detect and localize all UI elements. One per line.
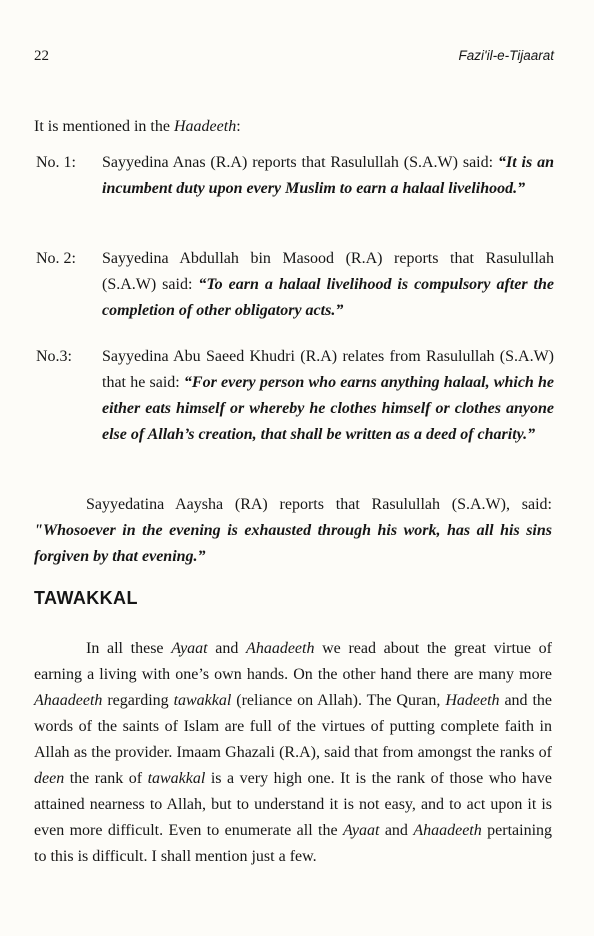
hadith-text: Sayyedina Abu Saeed Khudri (R.A) relates from Rasulullah (S.A.W) that he said:: [102, 348, 554, 391]
running-head: Fazi'il-e-Tijaarat: [458, 48, 554, 63]
hadith-number: No. 1:: [36, 154, 76, 171]
para-text: and: [207, 640, 247, 657]
hadith-quote: “To earn a halaal livelihood is compulsory after the completion of other obligatory acts.”: [102, 276, 554, 319]
para-italic: deen: [34, 770, 65, 787]
para-text: pertaining to this is difficult. I shall mention just a few.: [34, 822, 553, 865]
hadith-quote: “For every person who earns anything halaal, which he either eats himself or whereby he clothes himself or clothes anyone else of Allah’s creation, that shall be written as a deed of charity.”: [102, 374, 555, 443]
para-italic: Ahaadeeth: [246, 640, 315, 657]
aaysha-quote: "Whosoever in the evening is exhausted through his work, has all his sins forgiven by that evening.”: [34, 522, 552, 565]
hadith-text: Sayyedina Anas (R.A) reports that Rasulullah (S.A.W) said:: [102, 154, 498, 171]
para-italic: Ahaadeeth: [413, 822, 482, 839]
aaysha-paragraph: [34, 492, 552, 570]
hadith-body: [102, 150, 554, 202]
tawakkal-paragraph: [34, 636, 552, 870]
page-number: 22: [34, 48, 49, 64]
aaysha-text: Sayyedatina Aaysha (RA) reports that Rasulullah (S.A.W), said:: [86, 496, 552, 513]
para-italic: Ayaat: [342, 822, 380, 839]
para-italic: tawakkal: [147, 770, 206, 787]
hadith-body: [102, 246, 554, 324]
para-text: is a very high one. It is the rank of those who have attained nearness to Allah, but to understand it is not easy, and to act upon it is even more difficult. Even to enumerate all the: [34, 770, 553, 839]
para-italic: tawakkal: [173, 692, 232, 709]
hadith-number: No.3:: [36, 348, 72, 365]
hadith-text: Sayyedina Abdullah bin Masood (R.A) reports that Rasulullah (S.A.W) said:: [102, 250, 554, 293]
para-text: (reliance on Allah). The Quran,: [231, 692, 446, 709]
hadith-body: [102, 344, 554, 448]
para-text: we read about the great virtue of earning a living with one’s own hands. On the other hand there are many more: [34, 640, 552, 683]
section-heading: TAWAKKAL: [34, 588, 138, 608]
page-header: [34, 48, 554, 70]
para-italic: Ayaat: [171, 640, 208, 657]
para-italic: Hadeeth: [445, 692, 500, 709]
para-text: regarding: [102, 692, 174, 709]
intro-text: It is mentioned in the: [34, 118, 174, 135]
intro-end: :: [236, 118, 241, 135]
intro-line: [34, 118, 241, 136]
hadith-number: No. 2:: [36, 250, 76, 267]
para-text: the rank of: [64, 770, 148, 787]
hadith-quote: “It is an incumbent duty upon every Muslim to earn a halaal livelihood.”: [102, 154, 554, 197]
para-text: and the words of the saints of Islam are full of the virtues of putting complete faith in Allah as the provider. Imaam Ghazali (R.A), said that from amongst the ranks of: [34, 692, 553, 761]
para-text: In all these: [86, 640, 172, 657]
para-italic: Ahaadeeth: [34, 692, 103, 709]
intro-italic: Haadeeth: [173, 118, 237, 135]
para-text: and: [379, 822, 414, 839]
